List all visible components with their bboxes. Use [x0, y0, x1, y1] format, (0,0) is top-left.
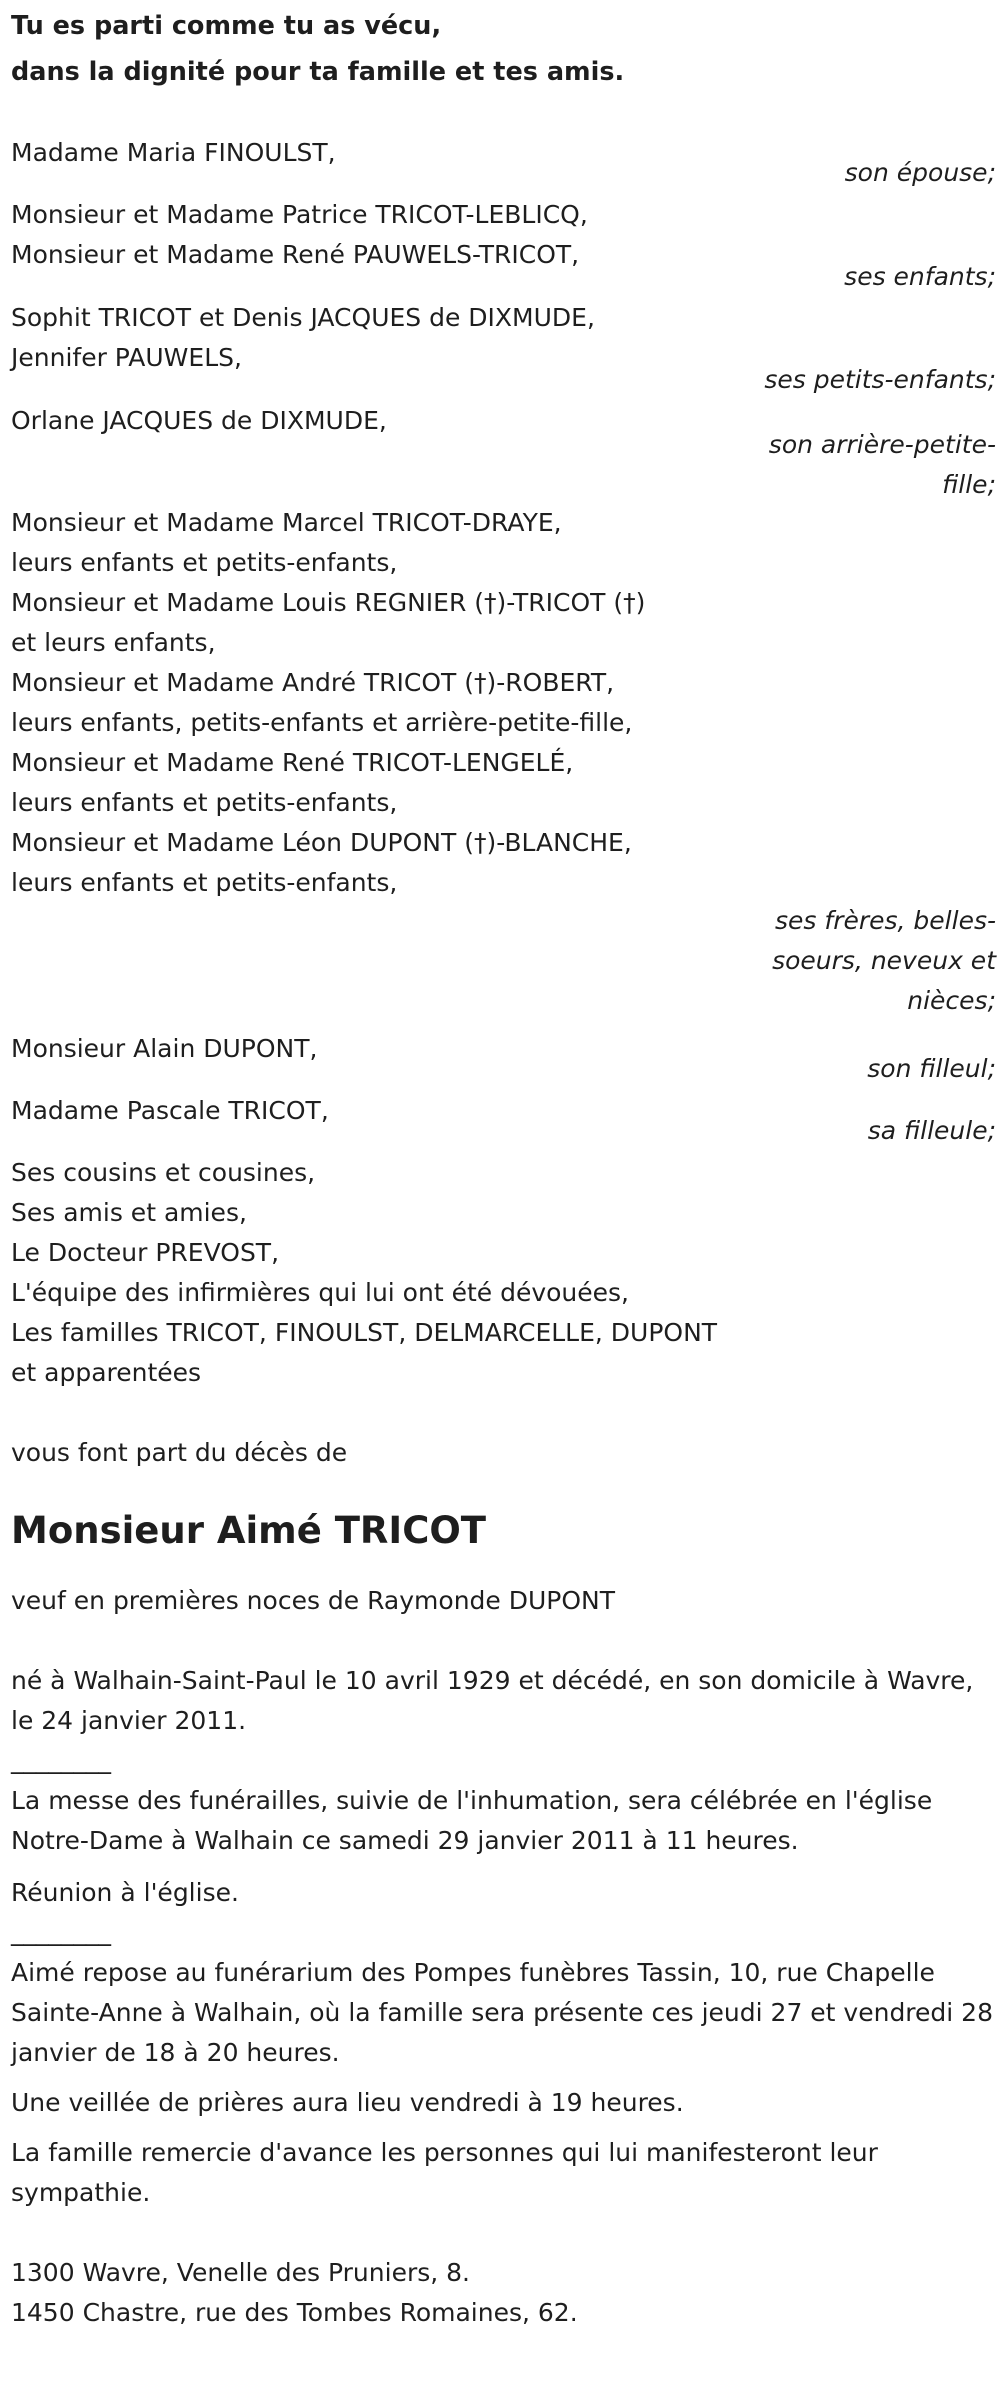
- relation-label: son épouse;: [844, 158, 996, 187]
- family-group-siblings: [11, 503, 996, 1029]
- mourner-line: Les familles TRICOT, FINOULST, DELMARCELLE, DUPONT: [11, 1318, 718, 1347]
- vigil-info: Une veillée de prières aura lieu vendredi à 19 heures.: [11, 2088, 684, 2117]
- mourner-line: Le Docteur PREVOST,: [11, 1238, 280, 1267]
- family-group-goddaughter: [11, 1091, 996, 1153]
- announcement: vous font part du décès de: [11, 1438, 348, 1467]
- thanks-info: La famille remercie d'avance les personnes qui lui manifesteront leur sympathie.: [11, 2138, 878, 2207]
- family-name-line: Monsieur et Madame Louis REGNIER (†)-TRICOT (†): [11, 588, 646, 617]
- epitaph: [11, 3, 996, 95]
- other-mourners: [11, 1153, 996, 1393]
- family-group-children: [11, 195, 996, 298]
- widower-line: veuf en premières noces de Raymonde DUPONT: [11, 1586, 616, 1615]
- family-name-line: leurs enfants et petits-enfants,: [11, 548, 398, 577]
- obituary-notice: [11, 0, 996, 2333]
- family-name-line: Monsieur et Madame Marcel TRICOT-DRAYE,: [11, 508, 562, 537]
- family-name-line: leurs enfants, petits-enfants et arrière-petite-fille,: [11, 708, 633, 737]
- relation-label: son filleul;: [867, 1054, 996, 1083]
- family-group-spouse: [11, 133, 996, 195]
- family-group-godson: [11, 1029, 996, 1091]
- family-name-line: Jennifer PAUWELS,: [11, 343, 242, 372]
- family-name-line: Sophit TRICOT et Denis JACQUES de DIXMUDE,: [11, 303, 595, 332]
- family-name-line: leurs enfants et petits-enfants,: [11, 868, 398, 897]
- family-name-line: Madame Maria FINOULST,: [11, 138, 336, 167]
- address-line: 1450 Chastre, rue des Tombes Romaines, 62.: [11, 2298, 578, 2327]
- address-line: 1300 Wavre, Venelle des Pruniers, 8.: [11, 2258, 470, 2287]
- relation-label: ses enfants;: [844, 262, 996, 291]
- family-name-line: Madame Pascale TRICOT,: [11, 1096, 329, 1125]
- birth-death-line: né à Walhain-Saint-Paul le 10 avril 1929 et décédé, en son domicile à Wavre, le 24 janvier 2011.: [11, 1666, 974, 1735]
- mourner-line: L'équipe des infirmières qui lui ont été dévouées,: [11, 1278, 630, 1307]
- mourner-line: Ses amis et amies,: [11, 1198, 247, 1227]
- family-name-line: Orlane JACQUES de DIXMUDE,: [11, 406, 387, 435]
- family-name-line: Monsieur et Madame René TRICOT-LENGELÉ,: [11, 748, 574, 777]
- mourner-line: et apparentées: [11, 1358, 202, 1387]
- relation-label: sa filleule;: [867, 1116, 996, 1145]
- family-name-line: Monsieur et Madame Léon DUPONT (†)-BLANCHE,: [11, 828, 632, 857]
- reunion-info: Réunion à l'église.: [11, 1878, 239, 1907]
- family-group-grandchildren: [11, 298, 996, 401]
- deceased-name: Monsieur Aimé TRICOT: [11, 1509, 487, 1552]
- family-name-line: Monsieur et Madame Patrice TRICOT-LEBLICQ,: [11, 200, 588, 229]
- relation-label: son arrière-petite-fille;: [768, 430, 996, 499]
- family-name-line: Monsieur et Madame André TRICOT (†)-ROBERT,: [11, 668, 615, 697]
- family-name-line: Monsieur et Madame René PAUWELS-TRICOT,: [11, 240, 580, 269]
- addresses: [11, 2253, 996, 2333]
- relation-label: ses frères, belles-soeurs, neveux et nièces;: [772, 906, 996, 1015]
- family-name-line: et leurs enfants,: [11, 628, 216, 657]
- funerarium-info: Aimé repose au funérarium des Pompes funèbres Tassin, 10, rue Chapelle Sainte-Anne à Walhain, où la famille sera présente ces jeudi 27 et vendredi 28 janvier de 18 à 20 heures.: [11, 1958, 993, 2067]
- epitaph-line: dans la dignité pour ta famille et tes amis.: [11, 57, 625, 87]
- family-group-great-grandchild: [11, 401, 996, 503]
- mourner-line: Ses cousins et cousines,: [11, 1158, 316, 1187]
- family-name-line: Monsieur Alain DUPONT,: [11, 1034, 318, 1063]
- family-name-line: leurs enfants et petits-enfants,: [11, 788, 398, 817]
- separator: ________: [11, 1745, 111, 1774]
- separator: ________: [11, 1917, 111, 1946]
- funeral-info: La messe des funérailles, suivie de l'inhumation, sera célébrée en l'église Notre-Dame à Walhain ce samedi 29 janvier 2011 à 11 heures.: [11, 1786, 933, 1855]
- relation-label: ses petits-enfants;: [764, 365, 996, 394]
- epitaph-line: Tu es parti comme tu as vécu,: [11, 11, 442, 41]
